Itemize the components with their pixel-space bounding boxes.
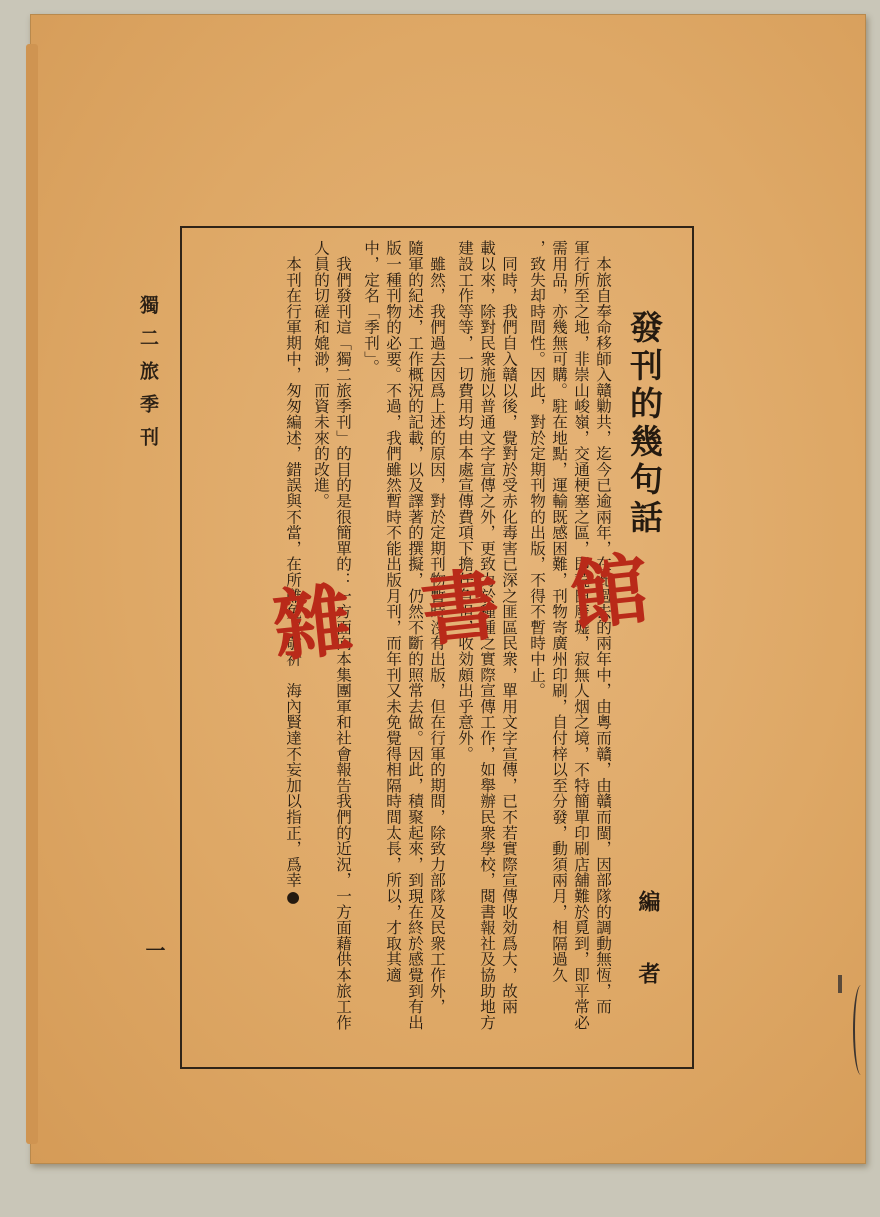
text-column: 人員的切磋和媲渺，而資未來的改進。 (312, 240, 330, 509)
text-column: ，致失却時間性。因此，對於定期刊物的出版，不得不暫時中止。 (528, 240, 546, 699)
text-column: 我們發刊這「獨二旅季刊」的目的是很簡單的：一方面向本集團軍和社會報告我們的近況，一方面藉供本旅工作 (334, 240, 352, 1030)
text-column: 同時，我們自入贛以後，覺對於受赤化毒害已深之匪區民衆，單用文字宣傳，已不若實際宣傳收効爲大，故兩 (500, 240, 518, 1015)
text-column: 載以來，除對民衆施以普通文字宣傳之外，更致力於種種之實際宣傳工作，如舉辦民衆學校，閱書報社及協助地方 (478, 240, 496, 1030)
text-column: 隨軍的紀述，工作概況的記載，以及譯著的撰擬，仍然不斷的照常去做。因此，積聚起來，到現在終於感覺到有出 (406, 240, 424, 1030)
text-column: 雖然，我們過去因爲上述的原因，對於定期刊物暫時沒有出版，但在行軍的期間，除致力部隊及民衆工作外， (428, 240, 446, 1015)
text-column: 需用品，亦幾無可購。駐在地點，運輸既感困難，刊物寄廣州印刷，自付梓以至分發，動須兩月，相隔過久 (550, 240, 568, 983)
running-head: 獨二旅季刊 (137, 295, 159, 460)
article-author: 編 者 (635, 890, 661, 998)
text-column: 中，定名「季刊」。 (362, 240, 380, 375)
binding-mark (838, 975, 842, 993)
text-column: 本旅自奉命移師入贛勦共，迄今已逾兩年，在此過去的兩年中，由粵而贛，由贛而閩，因部隊的調動無恆，而 (594, 240, 612, 1015)
article-title: 發刊的幾句話 (625, 310, 664, 538)
binding-thread (853, 985, 869, 1075)
title-column (620, 240, 684, 1050)
page-number: 一 (142, 940, 166, 960)
text-column: 建設工作等等，一切費用均由本處宣傳費項下擔任負担，收効頗出乎意外。 (456, 240, 474, 762)
text-column: 軍行所至之地，非崇山峻嶺，交通梗塞之區，即荒田廢墟，寂無人烟之境，不特簡單印刷店舖難於覓到，即平常必 (572, 240, 590, 1030)
text-column: 版一種刊物的必要。不過，我們雖然暫時不能出版月刊，而年刊又未免覺得相隔時間太長，所以，才取其適 (384, 240, 402, 983)
watermark-stamp: 雜 書 館 (269, 541, 675, 674)
text-column: 本刊在行軍期中，匆匆編述，錯誤與不當，在所難免，敬祈 海內賢達不妄加以指正，爲幸● (284, 240, 302, 906)
